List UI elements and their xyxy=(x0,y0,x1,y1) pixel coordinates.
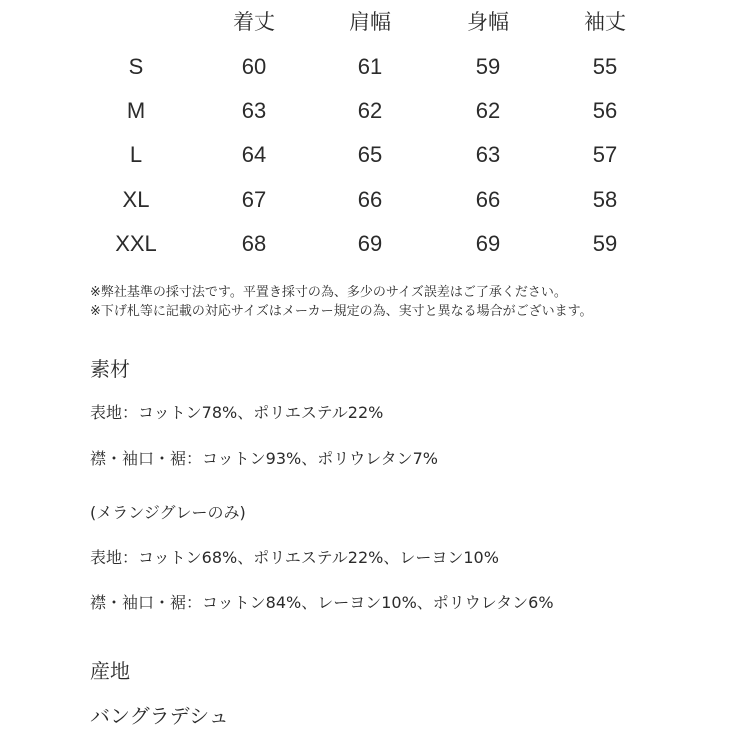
header-cell-sleeve: 袖丈 xyxy=(584,10,626,34)
size-label: XL xyxy=(122,187,150,212)
shoulder-value: 66 xyxy=(357,187,383,212)
size-label: S xyxy=(128,54,144,79)
size-tag-note: ※下げ札等に記載の対応サイズはメーカー規定の為、実寸と異なる場合がございます。 xyxy=(90,304,593,319)
size-table-header-row xyxy=(78,0,698,44)
header-cell-chest: 身幅 xyxy=(467,10,509,34)
shoulder-value: 65 xyxy=(357,142,383,167)
size-row-xl xyxy=(78,178,698,222)
length-value: 68 xyxy=(241,231,267,256)
shoulder-value: 62 xyxy=(357,98,383,123)
header-cell-length: 着丈 xyxy=(233,10,275,34)
size-row-s xyxy=(78,45,698,89)
origin-title: 産地 xyxy=(90,659,130,683)
chest-value: 69 xyxy=(475,231,501,256)
length-value: 63 xyxy=(241,98,267,123)
size-row-l xyxy=(78,133,698,177)
length-value: 67 xyxy=(241,187,267,212)
sleeve-value: 55 xyxy=(592,54,618,79)
sleeve-value: 58 xyxy=(592,187,618,212)
chest-value: 62 xyxy=(475,98,501,123)
size-row-xxl xyxy=(78,222,698,266)
size-label: L xyxy=(129,142,143,167)
material-line: 襟・袖口・裾：コットン84%、レーヨン10%、ポリウレタン6% xyxy=(90,593,554,612)
measurement-note: ※弊社基準の採寸法です。平置き採寸の為、多少のサイズ誤差はご了承ください。 xyxy=(90,285,567,300)
length-value: 64 xyxy=(241,142,267,167)
material-line: 襟・袖口・裾：コットン93%、ポリウレタン7% xyxy=(90,449,438,468)
chest-value: 66 xyxy=(475,187,501,212)
material-line: (メランジグレーのみ) xyxy=(90,503,246,522)
size-label: XXL xyxy=(115,231,157,256)
material-title: 素材 xyxy=(90,357,130,381)
sleeve-value: 57 xyxy=(592,142,618,167)
sleeve-value: 59 xyxy=(592,231,618,256)
chest-value: 63 xyxy=(475,142,501,167)
origin-value: バングラデシュ xyxy=(90,704,229,728)
size-row-m xyxy=(78,89,698,133)
size-label: M xyxy=(126,98,146,123)
header-cell-shoulder: 肩幅 xyxy=(349,10,391,34)
length-value: 60 xyxy=(241,54,267,79)
shoulder-value: 61 xyxy=(357,54,383,79)
chest-value: 59 xyxy=(475,54,501,79)
material-line: 表地：コットン78%、ポリエステル22% xyxy=(90,403,384,422)
sleeve-value: 56 xyxy=(592,98,618,123)
shoulder-value: 69 xyxy=(357,231,383,256)
material-line: 表地：コットン68%、ポリエステル22%、レーヨン10% xyxy=(90,548,499,567)
